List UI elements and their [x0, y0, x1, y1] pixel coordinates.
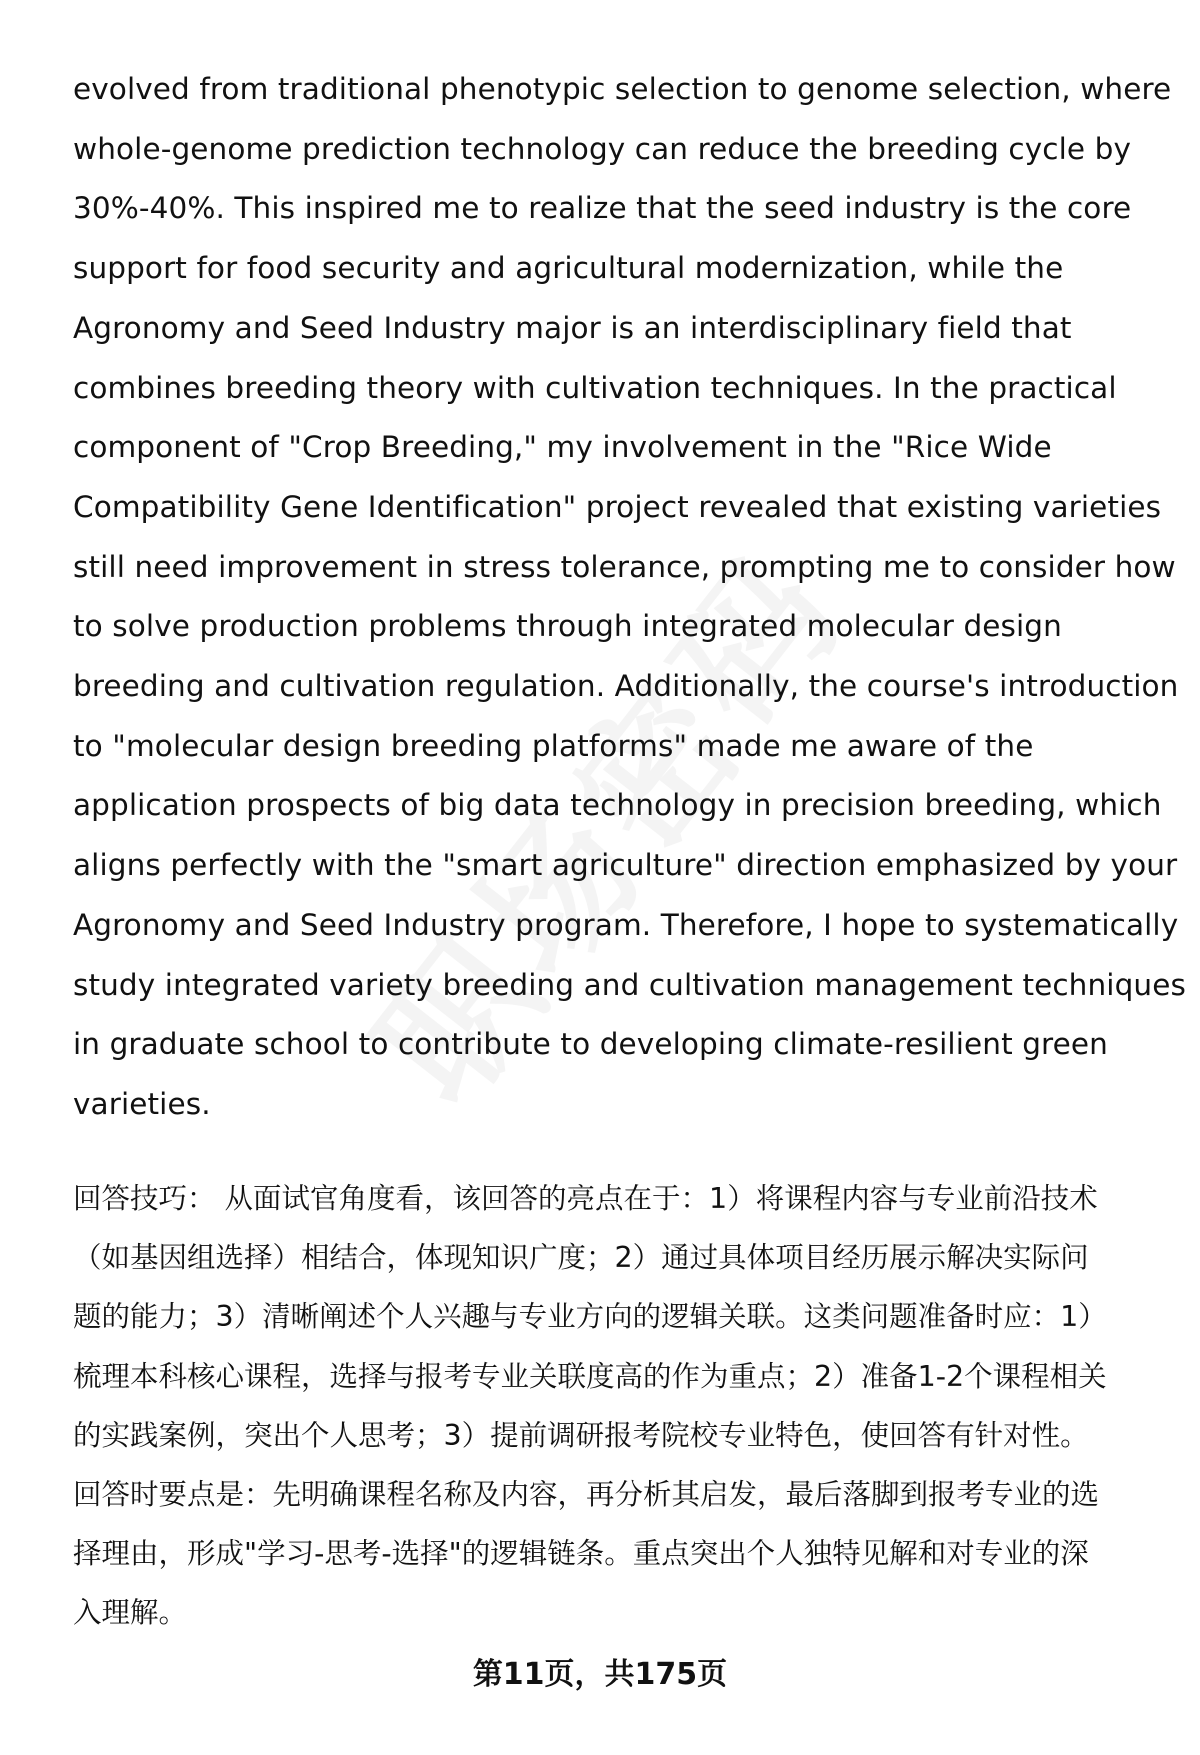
text-line: Agronomy and Seed Industry program. Therefore, I hope to systematically: [73, 907, 1179, 942]
text-line: support for food security and agricultural modernization, while the: [73, 251, 1064, 286]
tips-line: 入理解。: [73, 1596, 188, 1630]
tips-line: 的实践案例，突出个人思考；3）提前调研报考院校专业特色，使回答有针对性。: [73, 1418, 1089, 1452]
text-line: to "molecular design breeding platforms" made me aware of the: [73, 728, 1034, 763]
answer-body: [73, 60, 1186, 1135]
answer-tips: [73, 1169, 1163, 1643]
answer-paragraph: [73, 60, 1186, 1135]
text-line: Compatibility Gene Identification" project revealed that existing varieties: [73, 489, 1162, 524]
tips-line: （如基因组选择）相结合，体现知识广度；2）通过具体项目经历展示解决实际问: [73, 1241, 1089, 1275]
page-number: 第11页，共175页: [472, 1657, 728, 1692]
text-line: varieties.: [73, 1086, 211, 1121]
text-line: component of "Crop Breeding," my involvement in the "Rice Wide: [73, 430, 1052, 465]
text-line: still need improvement in stress tolerance, prompting me to consider how: [73, 549, 1176, 584]
text-line: Agronomy and Seed Industry major is an interdisciplinary field that: [73, 310, 1072, 345]
tips-line: 择理由，形成"学习-思考-选择"的逻辑链条。重点突出个人独特见解和对专业的深: [73, 1537, 1089, 1571]
tips-line: 回答技巧： 从面试官角度看，该回答的亮点在于：1）将课程内容与专业前沿技术: [73, 1182, 1098, 1215]
text-line: 30%-40%. This inspired me to realize that the seed industry is the core: [73, 191, 1132, 226]
tips-line: 梳理本科核心课程，选择与报考专业关联度高的作为重点；2）准备1-2个课程相关: [73, 1359, 1107, 1393]
text-line: combines breeding theory with cultivation techniques. In the practical: [73, 370, 1117, 405]
tips-line: 回答时要点是：先明确课程名称及内容，再分析其启发，最后落脚到报考专业的选: [73, 1478, 1100, 1512]
text-line: in graduate school to contribute to developing climate-resilient green: [73, 1027, 1108, 1062]
tips-line: 题的能力；3）清晰阐述个人兴趣与专业方向的逻辑关联。这类问题准备时应：1）: [73, 1300, 1107, 1334]
text-line: whole-genome prediction technology can reduce the breeding cycle by: [73, 131, 1131, 166]
text-line: application prospects of big data technology in precision breeding, which: [73, 788, 1162, 823]
text-line: aligns perfectly with the "smart agriculture" direction emphasized by your: [73, 848, 1178, 883]
text-line: breeding and cultivation regulation. Additionally, the course's introduction: [73, 669, 1179, 704]
text-line: study integrated variety breeding and cultivation management techniques: [73, 967, 1186, 1002]
text-line: evolved from traditional phenotypic selection to genome selection, where: [73, 72, 1172, 106]
text-line: to solve production problems through integrated molecular design: [73, 609, 1062, 644]
